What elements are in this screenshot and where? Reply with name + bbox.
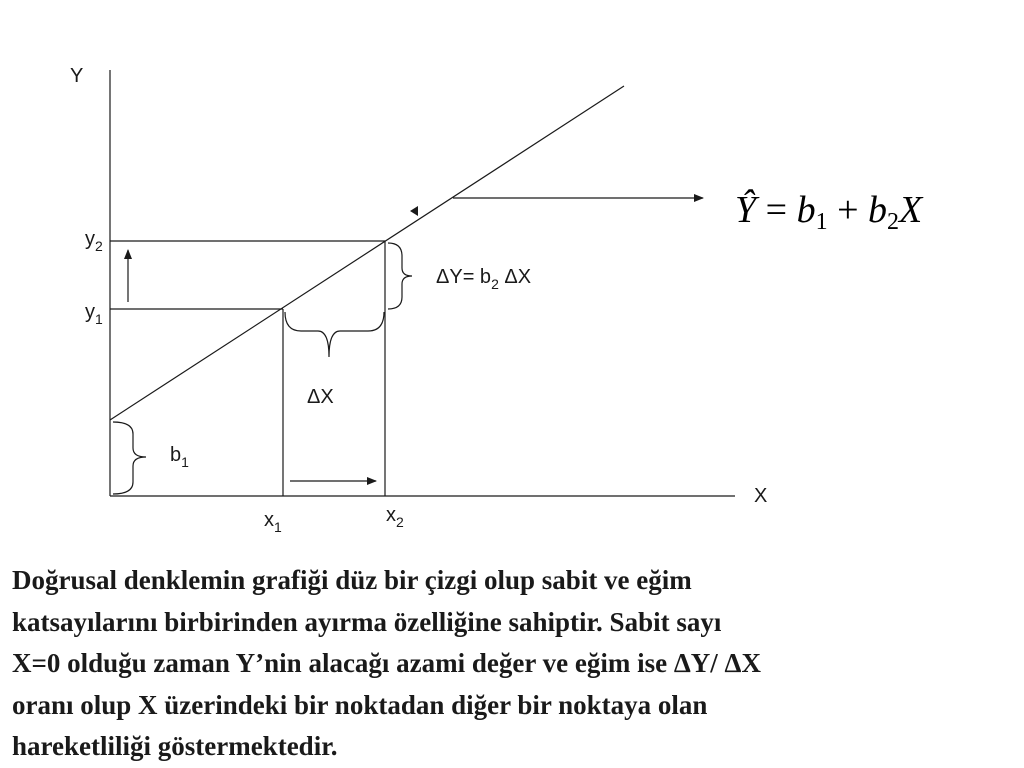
x1-label: $x_1$ (264, 509, 282, 535)
x2-label: $x_2$ (386, 504, 404, 530)
y1-label: $y_1$ (85, 301, 103, 327)
delta-x-brace (285, 312, 384, 357)
regression-equation: Ŷ = b1 + b2X (735, 189, 923, 235)
caption-line: Doğrusal denklemin grafiği düz bir çizgi olup sabit ve eğim (12, 565, 692, 595)
regression-line (110, 86, 624, 420)
caption-line: katsayılarını birbirinden ayırma özelliğine sahiptir. Sabit sayı (12, 606, 722, 637)
caption-text (12, 560, 1012, 768)
delta-y-label: $\Delta Y= b_2$ ΔX (436, 266, 532, 292)
caption-line: X=0 olduğu zaman Y’nin alacağı azami değer ve eğim ise ΔY/ ΔX (12, 648, 761, 678)
y2-label: $y_2$ (85, 228, 103, 254)
caption-line: hareketliliği göstermektedir. (12, 731, 338, 761)
delta-x-label: ΔX (307, 386, 334, 408)
intercept-brace (113, 422, 146, 494)
caption-line: oranı olup X üzerindeki bir noktadan diğer bir noktaya olan (12, 689, 708, 720)
intercept-label: $b_1$ (170, 444, 189, 470)
x-axis-label: X (754, 485, 768, 507)
line-pointer-marker (410, 206, 418, 216)
delta-y-brace (388, 243, 412, 309)
y-axis-label: Y (70, 65, 84, 87)
